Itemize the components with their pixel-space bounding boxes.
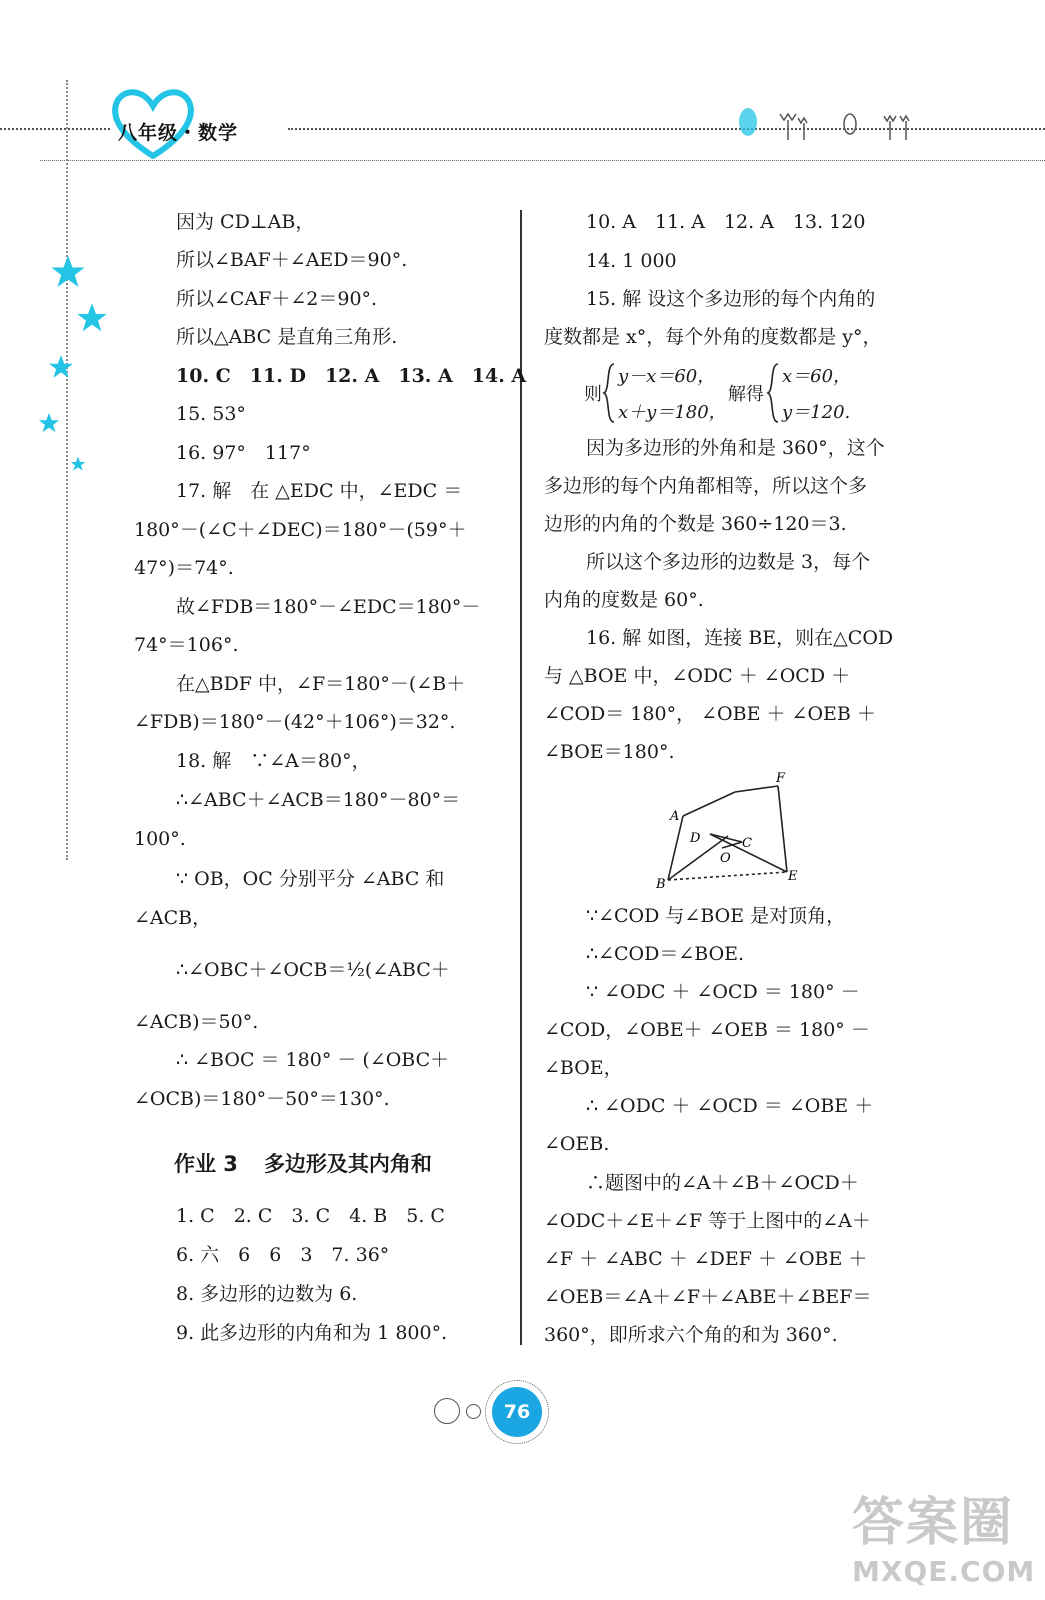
text-line: ∵ ∠ODC ＋ ∠OCD ＝ 180° － (586, 981, 860, 1003)
answer-line: 16. 97° 117° (176, 442, 311, 464)
text-line: 74°＝106°. (134, 634, 239, 656)
star-icon (76, 302, 108, 334)
left-brace-icon (602, 362, 616, 424)
text-line: ∴ ∠BOC ＝ 180° － (∠OBC＋ (176, 1049, 450, 1071)
star-icon (48, 354, 74, 380)
text-line: 所以∠BAF＋∠AED＝90°. (176, 249, 408, 271)
text-line: 所以∠CAF＋∠2＝90°. (176, 288, 378, 310)
watermark-url: MXQE.COM (852, 1555, 1036, 1588)
text-line: 360°，即所求六个角的和为 360°. (544, 1324, 838, 1346)
figure-label-f: F (776, 772, 786, 786)
figure-label-a: A (670, 809, 680, 824)
answer-line: 10. A 11. A 12. A 13. 120 (586, 211, 866, 233)
text-line: ∴题图中的∠A＋∠B＋∠OCD＋ (586, 1172, 859, 1194)
text-line: 47°)＝74°. (134, 557, 234, 579)
text-line: ∴ ∠ODC ＋ ∠OCD ＝ ∠OBE ＋ (586, 1095, 874, 1117)
figure-label-o: O (720, 851, 731, 866)
text-line: 故∠FDB＝180°－∠EDC＝180°－ (176, 596, 481, 618)
text-line: 所以△ABC 是直角三角形. (176, 326, 398, 348)
text-line: ∵∠COD 与∠BOE 是对顶角， (586, 905, 846, 927)
figure-label-d: D (690, 831, 701, 846)
answer-line: 1. C 2. C 3. C 4. B 5. C (176, 1205, 445, 1227)
equation-1: y－x＝60， (618, 366, 716, 387)
answer-line: 14. 1 000 (586, 250, 677, 272)
tulip-decoration-icon (732, 106, 927, 142)
star-icon (70, 456, 86, 472)
text-line: 因为 CD⊥AB， (176, 211, 315, 233)
text-line: ∠ACB， (134, 907, 212, 929)
left-brace-icon (766, 362, 780, 424)
text-line: ∠COD，∠OBE＋ ∠OEB ＝ 180° － (544, 1019, 870, 1041)
geometry-figure (650, 772, 810, 892)
text-line: 17. 解 在 △EDC 中，∠EDC ＝ (176, 480, 463, 502)
text-line: 所以这个多边形的边数是 3，每个 (586, 551, 871, 573)
equation-2: x＋y＝180， (618, 402, 727, 423)
solve-label: 解得 (728, 384, 764, 405)
answer-line: 15. 53° (176, 403, 246, 425)
page-number: 76 (492, 1387, 542, 1437)
header-dotted-line-left (0, 128, 110, 130)
header-title: 八年级・数学 (118, 122, 239, 144)
text-line: 因为多边形的外角和是 360°，这个 (586, 437, 885, 459)
header-dotted-line-right (288, 128, 1045, 130)
figure-label-c: C (742, 836, 752, 851)
star-icon (38, 412, 60, 434)
text-line: ∠OEB＝∠A＋∠F＋∠ABE＋∠BEF＝ (544, 1286, 872, 1308)
text-line: ∴∠OBC＋∠OCB＝½(∠ABC＋ (176, 959, 450, 981)
text-line: ∵ OB，OC 分别平分 ∠ABC 和 (176, 868, 445, 890)
figure-label-b: B (656, 877, 666, 892)
then-label: 则 (584, 384, 602, 405)
answer-line: 6. 六 6 6 3 7. 36° (176, 1244, 390, 1266)
section-label: 作业 3 (174, 1152, 238, 1176)
watermark-text: 答案圈 (852, 1493, 1015, 1553)
solution-2: y＝120. (782, 402, 851, 423)
watermark (852, 1480, 1035, 1588)
text-line: ∠BOE＝180°. (544, 741, 675, 763)
section-title (174, 1148, 458, 1178)
text-line: ∠ACB)＝50°. (134, 1011, 259, 1033)
text-line: 15. 解 设这个多边形的每个内角的 (586, 288, 876, 310)
equation-system (584, 360, 884, 430)
text-line: 度数都是 x°，每个外角的度数都是 y°， (544, 326, 882, 348)
text-line: ∠BOE， (544, 1057, 623, 1079)
text-line: ∠ODC＋∠E＋∠F 等于上图中的∠A＋ (544, 1210, 871, 1232)
text-line: 多边形的每个内角都相等，所以这个多 (544, 475, 868, 497)
text-line: ∴∠COD＝∠BOE. (586, 943, 745, 965)
text-line: ∠FDB)＝180°－(42°＋106°)＝32°. (134, 711, 456, 733)
text-line: ∠COD＝ 180°， ∠OBE ＋ ∠OEB ＋ (544, 703, 876, 725)
text-line: 18. 解 ∵∠A＝80°， (176, 750, 371, 772)
section-heading: 多边形及其内角和 (263, 1152, 432, 1176)
text-line: ∠F ＋ ∠ABC ＋ ∠DEF ＋ ∠OBE ＋ (544, 1248, 868, 1270)
answer-line: 8. 多边形的边数为 6. (176, 1283, 358, 1305)
text-line: 180°－(∠C＋∠DEC)＝180°－(59°＋ (134, 519, 467, 541)
text-line: 100°. (134, 828, 186, 850)
footer-circle-large (434, 1398, 460, 1424)
answer-line: 9. 此多边形的内角和为 1 800°. (176, 1322, 448, 1344)
left-margin-line (66, 80, 68, 860)
text-line: ∴∠ABC＋∠ACB＝180°－80°＝ (176, 789, 461, 811)
text-line: 16. 解 如图，连接 BE，则在△COD (586, 627, 894, 649)
figure-label-e: E (788, 869, 798, 884)
solution-1: x＝60， (782, 366, 852, 387)
text-line: 边形的内角的个数是 360÷120＝3. (544, 513, 847, 535)
footer-circle-small (466, 1404, 481, 1419)
text-line: 内角的度数是 60°. (544, 589, 704, 611)
text-line: 与 △BOE 中，∠ODC ＋ ∠OCD ＋ (544, 665, 851, 687)
star-icon (50, 254, 86, 290)
text-line: ∠OEB. (544, 1133, 610, 1155)
text-line: ∠OCB)＝180°－50°＝130°. (134, 1088, 390, 1110)
text-line: 在△BDF 中，∠F＝180°－(∠B＋ (176, 673, 466, 695)
answer-line: 10. C 11. D 12. A 13. A 14. A (176, 365, 527, 387)
